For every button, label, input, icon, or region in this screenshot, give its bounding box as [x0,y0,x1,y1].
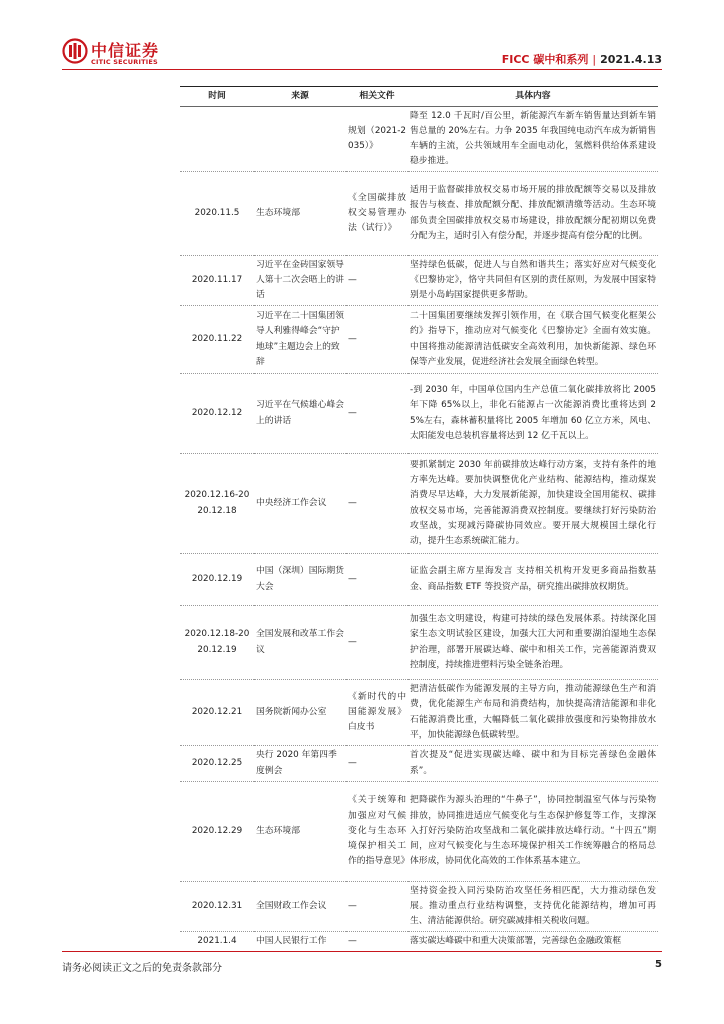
cell-time: 2020.12.18-2020.12.19 [180,606,254,680]
cell-document: — [346,932,408,952]
table-row [180,454,658,554]
cell-source: 习近平在气候雄心峰会上的讲话 [254,374,346,454]
cell-content: 降至 12.0 千瓦时/百公里，新能源汽车新车销售量达到新车销售总量的 20%左右。力争 2035 年我国纯电动汽车成为新销售车辆的主流，公共领域用车全面电动化，氢燃料供给体系建设稳步推进。 [408,107,658,172]
page-header [62,38,662,78]
cell-time: 2020.12.25 [180,746,254,782]
cell-time: 2020.12.31 [180,882,254,932]
cell-source: 央行 2020 年第四季度例会 [254,746,346,782]
cell-source: 习近平在二十国集团领导人利雅得峰会“守护地球”主题边会上的致辞 [254,306,346,374]
cell-content: 坚持绿色低碳，促进人与自然和谐共生；落实好应对气候变化《巴黎协定》，恪守共同但有区别的责任原则，为发展中国家特别是小岛屿国家提供更多帮助。 [408,256,658,306]
cell-content: 把清洁低碳作为能源发展的主导方向，推动能源绿色生产和消费，优化能源生产布局和消费结构，加快提高清洁能源和非化石能源消费比重，大幅降低二氧化碳排放强度和污染物排放水平，加快能源绿色低碳转型。 [408,680,658,746]
table-row [180,606,658,680]
cell-time: 2020.12.16-2020.12.18 [180,454,254,554]
cell-source: 国务院新闻办公室 [254,680,346,746]
cell-document: — [346,374,408,454]
cell-document: 规划（2021-2035）》 [346,107,408,172]
cell-document: — [346,256,408,306]
report-date: 2021.4.13 [600,53,662,66]
cell-source: 全国财政工作会议 [254,882,346,932]
cell-document: 《全国碳排放权交易管理办法（试行）》 [346,172,408,256]
cell-document: — [346,606,408,680]
logo-chinese-name: 中信证券 [91,41,160,60]
cell-content: 加强生态文明建设，构建可持续的绿色发展体系。持续深化国家生态文明试验区建设，加强大江大河和重要湖泊湿地生态保护治理，部署开展碳达峰、碳中和相关工作，完善能源消费双控制度，持续推进塑料污染全链条治理。 [408,606,658,680]
cell-document: 《新时代的中国能源发展》白皮书 [346,680,408,746]
cell-time: 2020.12.21 [180,680,254,746]
table-header-row [180,87,658,107]
cell-content: 适用于监督碳排放权交易市场开展的排放配额等交易以及排放报告与核查、排放配额分配、排放配额清缴等活动。生态环境部负责全国碳排放权交易市场建设，排放配额分配初期以免费分配为主，适时引入有偿分配，并逐步提高有偿分配的比例。 [408,172,658,256]
logo-english-name: CITIC SECURITIES [91,58,158,66]
cell-content: 二十国集团要继续发挥引领作用，在《联合国气候变化框架公约》指导下，推动应对气候变化《巴黎协定》全面有效实施。中国将推动能源清洁低碳安全高效利用，加快新能源、绿色环保等产业发展，促进经济社会发展全面绿色转型。 [408,306,658,374]
table-row [180,554,658,606]
cell-content: 要抓紧制定 2030 年前碳排放达峰行动方案，支持有条件的地方率先达峰。要加快调整优化产业结构、能源结构，推动煤炭消费尽早达峰，大力发展新能源，加快建设全国用能权、碳排放权交易市场，完善能源消费双控制度。要继续打好污染防治攻坚战，实现减污降碳协同效应。要开展大规模国土绿化行动，提升生态系统碳汇能力。 [408,454,658,554]
cell-document: — [346,554,408,606]
disclaimer-note: 请务必阅读正文之后的免责条款部分 [62,963,222,974]
cell-source: 中国（深圳）国际期货大会 [254,554,346,606]
table-row [180,306,658,374]
separator: | [592,53,597,66]
cell-content: -到 2030 年，中国单位国内生产总值二氧化碳排放将比 2005 年下降 65%以上，非化石能源占一次能源消费比重将达到 25%左右，森林蓄积量将比 2005 年增加 60 亿立方米，风电、太阳能发电总装机容量将达到 12 亿千瓦以上。 [408,374,658,454]
cell-source [254,107,346,172]
cell-document: — [346,454,408,554]
cell-source: 中国人民银行工作 [254,932,346,952]
table-row [180,374,658,454]
cell-time: 2020.12.12 [180,374,254,454]
cell-document: — [346,746,408,782]
cell-time: 2020.11.17 [180,256,254,306]
table-row [180,782,658,882]
column-header-source: 来源 [254,87,346,107]
cell-time: 2021.1.4 [180,932,254,952]
cell-source: 全国发展和改革工作会议 [254,606,346,680]
header-divider [62,69,662,70]
cell-document: — [346,306,408,374]
cell-document: 《关于统筹和加强应对气候变化与生态环境保护相关工作的指导意见》 [346,782,408,882]
cell-content: 把降碳作为源头治理的“牛鼻子”，协同控制温室气体与污染物排放，协同推进适应气候变化与生态保护修复等工作，支撑深入打好污染防治攻坚战和二氧化碳排放达峰行动。“十四五”期间，应对气候变化与生态环境保护相关工作统筹融合的格局总体形成，协同优化高效的工作体系基本建立。 [408,782,658,882]
cell-document: — [346,882,408,932]
page-number: 5 [655,959,662,970]
cell-source: 习近平在金砖国家领导人第十二次会晤上的讲话 [254,256,346,306]
cell-time [180,107,254,172]
report-series: FICC 碳中和系列 [501,53,589,66]
citic-emblem-icon [62,38,88,64]
citic-logo [62,38,182,78]
cell-content: 坚持资金投入同污染防治攻坚任务相匹配，大力推动绿色发展。推动重点行业结构调整，支持优化能源结构，增加可再生、清洁能源供给。研究碳减排相关税收问题。 [408,882,658,932]
cell-content: 首次提及“促进实现碳达峰、碳中和为目标完善绿色金融体系”。 [408,746,658,782]
cell-source: 中央经济工作会议 [254,454,346,554]
policy-timeline-table [180,86,658,952]
footer-divider [62,951,662,952]
report-series-tag [502,51,662,67]
table-row [180,932,658,952]
cell-time: 2020.12.29 [180,782,254,882]
table-row [180,107,658,172]
cell-source: 生态环境部 [254,782,346,882]
cell-time: 2020.11.5 [180,172,254,256]
table-row [180,256,658,306]
cell-content: 落实碳达峰碳中和重大决策部署，完善绿色金融政策框 [408,932,658,952]
cell-time: 2020.12.19 [180,554,254,606]
cell-time: 2020.11.22 [180,306,254,374]
cell-source: 生态环境部 [254,172,346,256]
table-row [180,680,658,746]
table-row [180,172,658,256]
cell-content: 证监会副主席方星海发言 支持相关机构开发更多商品指数基金、商品指数 ETF 等投资产品，研究推出碳排放权期货。 [408,554,658,606]
column-header-document: 相关文件 [346,87,408,107]
column-header-content: 具体内容 [408,87,658,107]
table-row [180,882,658,932]
table-row [180,746,658,782]
column-header-time: 时间 [180,87,254,107]
